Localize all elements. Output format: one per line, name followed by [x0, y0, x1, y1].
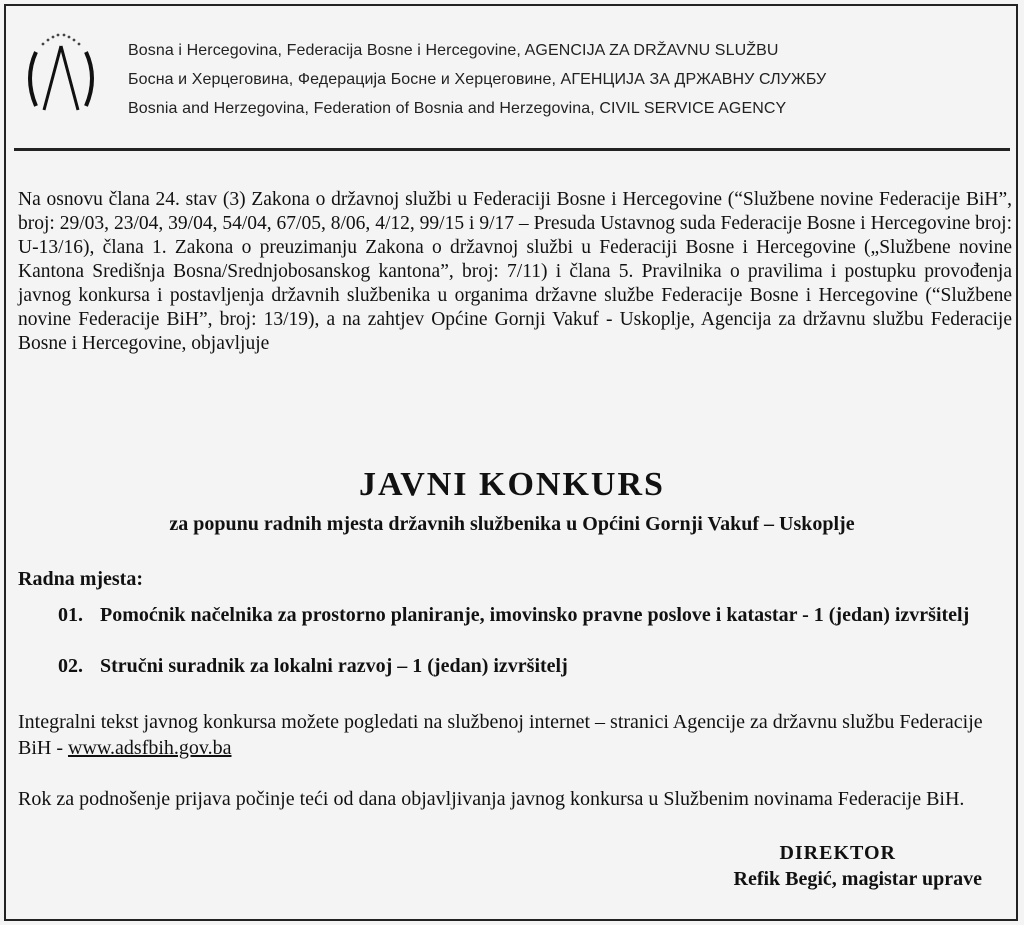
position-item [58, 603, 1008, 627]
info-text: Integralni tekst javnog konkursa možete pogledati na službenoj internet – stranici Agencije za državnu službu Federacije BiH - [18, 711, 983, 759]
header-divider [14, 148, 1010, 151]
position-number: 02. [58, 655, 83, 677]
document-frame [4, 4, 1018, 921]
page-title: JAVNI KONKURS [359, 466, 665, 503]
position-text: Stručni suradnik za lokalni razvoj – 1 (jedan) izvršitelj [100, 655, 568, 677]
signature-name: Refik Begić, magistar uprave [733, 868, 982, 890]
agency-website-link[interactable]: www.adsfbih.gov.ba [68, 737, 232, 759]
agency-logo-icon [22, 32, 102, 128]
header-line-serbian: Босна и Херцеговина, Федерација Босне и Херцеговине, АГЕНЦИЈА ЗА ДРЖАВНУ СЛУЖБУ [128, 71, 827, 88]
header-line-bosnian: Bosna i Hercegovina, Federacija Bosne i Hercegovine, AGENCIJA ZA DRŽAVNU SLUŽBU [128, 42, 779, 59]
header-line-english: Bosnia and Herzegovina, Federation of Bosnia and Herzegovina, CIVIL SERVICE AGENCY [128, 100, 787, 117]
page-subtitle: za popunu radnih mjesta državnih službenika u Općini Gornji Vakuf – Uskoplje [169, 513, 855, 535]
position-text: Pomoćnik načelnika za prostorno planiranje, imovinsko pravne poslove i katastar - 1 (jedan) izvršitelj [100, 604, 970, 626]
signature-title: DIREKTOR [779, 842, 896, 864]
deadline-paragraph: Rok za podnošenje prijava počinje teći od dana objavljivanja javnog konkursa u Službenim novinama Federacije BiH. [18, 788, 965, 810]
position-number: 01. [58, 604, 83, 626]
info-paragraph [18, 709, 1012, 761]
intro-paragraph: Na osnovu člana 24. stav (3) Zakona o državnoj službi u Federaciji Bosne i Hercegovine (“Službene novine Federacije BiH”, broj: 29/03, 23/04, 39/04, 54/04, 67/05, 8/06, 4/12, 99/15 i 9/17 – Presuda Ustavnog suda Federacije Bosne i Hercegovine broj: U-13/16), člana 1. Zakona o preuzimanju Zakona o državnoj službi u Federaciji Bosne i Hercegovine („Službene novine Kantona Središnja Bosna/Srednjobosanskog kantona”, broj: 7/11) i člana 5. Pravilnika o pravilima i postupku provođenja javnog konkursa i postavljenja državnih službenika u organima državne službe Federacije Bosne i Hercegovine (“Službene novine Federacije BiH”, broj: 13/19), a na zahtjev Općine Gornji Vakuf - Uskoplje, Agencija za državnu službu Federacije Bosne i Hercegovine, objavljuje [18, 189, 1012, 354]
agency-header [128, 42, 826, 129]
position-item [58, 654, 1008, 678]
positions-label: Radna mjesta: [18, 568, 143, 590]
